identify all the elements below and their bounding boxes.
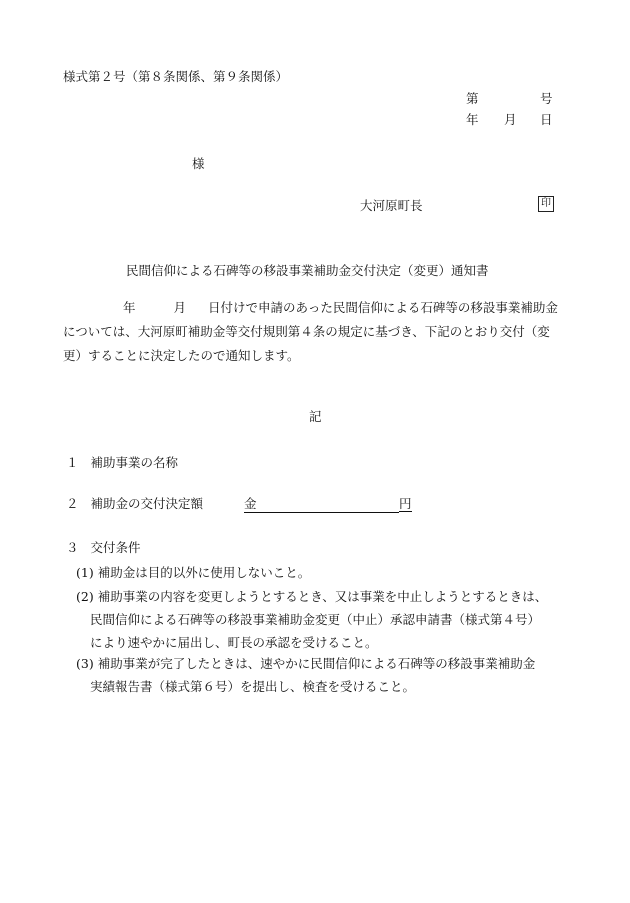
date-year: 年 — [466, 112, 479, 127]
date-day: 日 — [540, 112, 553, 127]
item-1-number: １ — [66, 455, 79, 470]
condition-2-line-3: により速やかに届出し、町長の承認を受けること。 — [90, 635, 378, 650]
condition-2-line-2: 民間信仰による石碑等の移設事業補助金変更（中止）承認申請書（様式第４号） — [90, 612, 541, 627]
form-label: 様式第２号（第８条関係、第９条関係） — [63, 69, 289, 84]
amount-suffix: 円 — [399, 496, 412, 511]
item-3 — [66, 538, 141, 556]
item-2 — [66, 494, 203, 512]
amount-underline — [244, 494, 399, 513]
item-1 — [66, 453, 178, 471]
condition-1-line-1: 補助金は目的以外に使用しないこと。 — [97, 565, 311, 580]
ki-heading: 記 — [309, 409, 322, 424]
amount-prefix: 金 — [244, 496, 257, 511]
addressee-suffix: 様 — [192, 156, 205, 171]
condition-3 — [76, 654, 535, 672]
condition-3-number: (3) — [76, 656, 94, 671]
condition-2-line-1: 補助事業の内容を変更しようとするとき、又は事業を中止しようとするときは、 — [97, 589, 548, 604]
body-paragraph — [63, 296, 583, 368]
condition-1-number: (1) — [76, 565, 94, 580]
body-line-1 — [63, 296, 583, 320]
seal-mark: 印 — [538, 196, 554, 212]
item-2-label: 補助金の交付決定額 — [90, 496, 204, 511]
condition-3-line-1: 補助事業が完了したときは、速やかに民間信仰による石碑等の移設事業補助金 — [97, 656, 536, 671]
grant-amount-field — [244, 494, 412, 513]
item-2-number: ２ — [66, 496, 79, 511]
body-line-3: 更）することに決定したので通知します。 — [63, 348, 300, 363]
body-line-2: については、大河原町補助金等交付規則第４条の規定に基づき、下記のとおり交付（変 — [63, 324, 550, 339]
item-3-number: ３ — [66, 540, 79, 555]
issuer-name: 大河原町長 — [360, 198, 423, 213]
condition-2-number: (2) — [76, 589, 94, 604]
document-title: 民間信仰による石碑等の移設事業補助金交付決定（変更）通知書 — [126, 263, 489, 278]
seal-stamp — [538, 194, 554, 212]
item-1-label: 補助事業の名称 — [90, 455, 179, 470]
date-month: 月 — [504, 112, 517, 127]
item-3-label: 交付条件 — [90, 540, 141, 555]
body-year: 年 — [123, 300, 136, 315]
body-line-1-rest: 日付けで申請のあった民間信仰による石碑等の移設事業補助金 — [208, 300, 558, 315]
doc-number-prefix: 第 — [466, 91, 479, 106]
doc-number-suffix: 号 — [540, 91, 553, 106]
condition-3-line-2: 実績報告書（様式第６号）を提出し、検査を受けること。 — [90, 679, 416, 694]
body-month: 月 — [173, 300, 187, 315]
condition-1 — [76, 563, 310, 581]
condition-2 — [76, 587, 547, 605]
